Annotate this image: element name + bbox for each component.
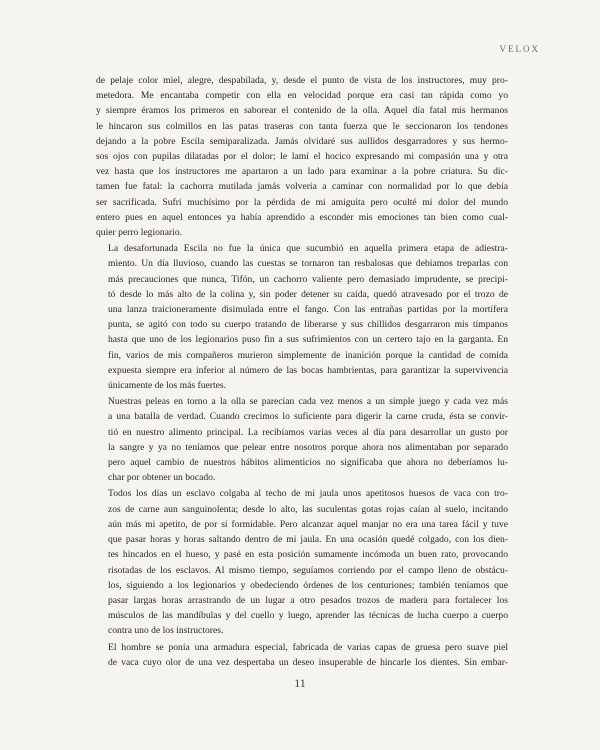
paragraph — [96, 241, 508, 393]
text-line: El hombre se ponía una armadura especial, fabricada de varias capas de gruesa pero suave piel — [108, 641, 508, 653]
text-line: únicamente de los más fuertes. — [108, 380, 227, 392]
text-line: La desafortunada Escila no fue la única que sucumbió en aquella primera etapa de adiestra- — [108, 243, 508, 255]
text-line: sos ojos con pupilas dilatadas por el dolor; le lamí el hocico expresando mi compasión una y otra — [96, 151, 508, 163]
text-line: hasta que uno de los legionarios puso fin a sus sufrimientos con un certero tajo en la garganta. En — [108, 334, 508, 346]
text-line: pero aquel cambio de nuestros hábitos alimenticios no significaba que ahora no deberíamos lu- — [108, 457, 508, 469]
text-line: metedora. Me encantaba competir con ella en velocidad porque era casi tan rápida como yo — [96, 90, 508, 102]
body-text — [96, 73, 508, 671]
text-line: los, siguiendo a los legionarios y obedeciendo órdenes de los centuriones; también teníamos que — [108, 579, 508, 591]
text-line: fin, varios de mis compañeros murieron simplemente de inanición porque la cantidad de comida — [108, 349, 508, 361]
text-line: punta, se agitó con todo su cuerpo tratando de liberarse y sus chillidos desgarraron mis tímpanos — [108, 319, 508, 331]
text-line: expuesta siempre era inferior al número de las bocas hambrientas, para garantizar la supervivencia — [108, 364, 508, 376]
running-head: VELOX — [499, 44, 540, 54]
paragraph — [96, 73, 508, 240]
text-line: tes hincados en el hueso, y pasé en esta posición sumamente incómoda un buen rato, provocando — [108, 549, 508, 561]
text-line: ser sacrificada. Sufrí muchísimo por la pérdida de mi amiguita pero oculté mi dolor del mundo — [96, 196, 508, 208]
text-line: la sangre y ya no teníamos que pelear entre nosotros porque ahora nos alimentaban por separado — [108, 441, 508, 453]
paragraph — [96, 640, 508, 670]
text-line: entero pues en aquel entonces ya había aprendido a esconder mis emociones tan bien como cual- — [96, 211, 508, 223]
text-line: Todos los días un esclavo colgaba al techo de mi jaula unos apetitosos huesos de vaca con tro- — [108, 488, 508, 500]
text-line: dejando a la pobre Escila semiparalizada. Jamás olvidaré sus aullidos desgarradores y sus hermo- — [96, 135, 508, 147]
text-line: de pelaje color miel, alegre, despabilada, y, desde el punto de vista de los instructores, muy pro- — [96, 75, 508, 86]
text-line: una lanza traicioneramente disimulada entre el fango. Con las entrañas partidas por la mortífera — [108, 304, 508, 316]
page-number: 11 — [294, 676, 306, 690]
text-line: char por obtener un bocado. — [108, 472, 216, 484]
text-line: le hincaron sus colmillos en las patas traseras con tanta fuerza que le seccionaron los tendones — [96, 120, 508, 132]
text-line: tó desde lo más alto de la colina y, sin poder detener su caída, quedó atravesado por el trozo de — [108, 288, 508, 300]
text-line: que pasar horas y horas saltando dentro de mi jaula. En una ocasión quedé colgado, con los dien- — [108, 534, 508, 546]
text-line: Nuestras peleas en torno a la olla se parecían cada vez menos a un simple juego y cada vez más — [108, 396, 508, 408]
text-line: tamen fue fatal: la cachorra mutilada jamás volvería a caminar con normalidad por lo que debía — [96, 181, 508, 193]
text-line: aún más mi apetito, de por sí formidable. Pero alcanzar aquel manjar no era una tarea fácil y tuve — [108, 518, 508, 530]
paragraph — [96, 486, 508, 638]
text-line: más precauciones que nunca, Tifón, un cachorro valiente pero demasiado imprudente, se precipi- — [108, 273, 508, 285]
text-line: de vaca cuyo olor de una vez despertaba un deseo insuperable de hincarle los dientes. Sin embar- — [108, 656, 508, 668]
text-line: zos de carne aun sanguinolenta; desde lo alto, las suculentas gotas rojas caían al suelo, incitando — [108, 503, 508, 515]
text-line: pasar largas horas arrastrando de un lugar a otro pesados trozos de madera para fortalecer los — [108, 594, 508, 606]
text-line: tió en nuestro alimento principal. La recibíamos varias veces al día para desarrollar un gusto por — [108, 426, 508, 438]
text-line: contra uno de los instructores. — [108, 625, 224, 637]
text-line: y siempre éramos los primeros en saborear el contenido de la olla. Aquel día fatal mis hermanos — [96, 105, 508, 117]
text-line: quier perro legionario. — [96, 227, 183, 239]
text-line: a una batalla de verdad. Cuando crecimos lo suficiente para digerir la carne cruda, ésta se convir- — [108, 411, 508, 423]
text-line: miento. Un día lluvioso, cuando las cuestas se tornaron tan resbalosas que debíamos treparlas con — [108, 258, 508, 270]
text-line: vez hasta que los instructores me apartaron a un lado para examinar a la pobre criatura. Su dic- — [96, 166, 508, 178]
text-line: músculos de las mandíbulas y del cuello y luego, aprender las técnicas de lucha cuerpo a cuerpo — [108, 610, 508, 622]
paragraph — [96, 394, 508, 485]
text-line: risotadas de los esclavos. Al mismo tiempo, seguíamos corriendo por el campo lleno de obstácu- — [108, 564, 508, 576]
